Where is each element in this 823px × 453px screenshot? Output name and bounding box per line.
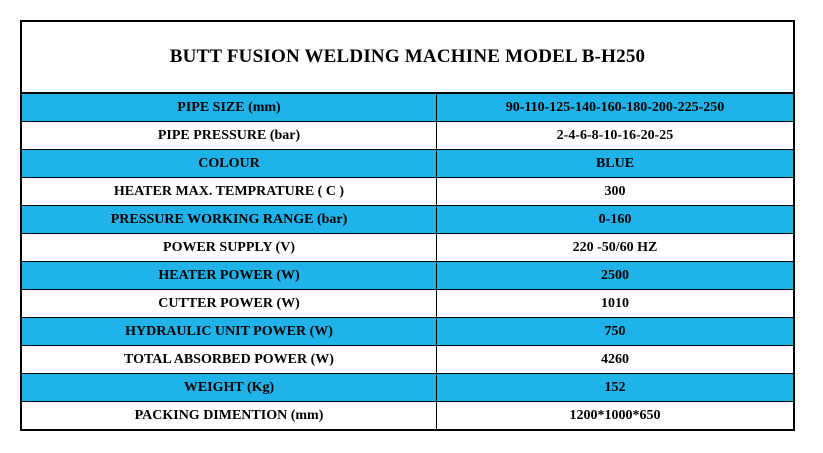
row-value: BLUE [595, 155, 635, 171]
row-label: WEIGHT (Kg) [22, 374, 437, 401]
row-label: HEATER POWER (W) [22, 262, 437, 289]
table-row [22, 178, 793, 206]
table-row [22, 318, 793, 346]
row-value: 4260 [601, 351, 629, 367]
row-label: POWER SUPPLY (V) [22, 234, 437, 261]
row-value: 300 [604, 183, 626, 199]
row-value: 152 [604, 379, 626, 395]
row-value: 2500 [601, 267, 629, 283]
row-label: PRESSURE WORKING RANGE (bar) [22, 206, 437, 233]
row-label: TOTAL ABSORBED POWER (W) [22, 346, 437, 373]
row-label: COLOUR [22, 150, 437, 177]
row-value: 1010 [601, 295, 629, 311]
row-value: 750 [604, 323, 626, 339]
row-label: PIPE SIZE (mm) [22, 94, 437, 121]
table-title: BUTT FUSION WELDING MACHINE MODEL B-H250 [22, 22, 793, 94]
table-row [22, 122, 793, 150]
row-value: 220 -50/60 HZ [572, 239, 658, 255]
table-row [22, 346, 793, 374]
table-row [22, 94, 793, 122]
row-label: HEATER MAX. TEMPRATURE ( C ) [22, 178, 437, 205]
spec-table [20, 20, 795, 431]
row-value: 2-4-6-8-10-16-20-25 [556, 127, 674, 143]
row-value: 1200*1000*650 [569, 407, 661, 423]
row-label: HYDRAULIC UNIT POWER (W) [22, 318, 437, 345]
table-row [22, 234, 793, 262]
table-row [22, 150, 793, 178]
row-value: 90-110-125-140-160-180-200-225-250 [505, 99, 725, 115]
table-row [22, 262, 793, 290]
row-label: CUTTER POWER (W) [22, 290, 437, 317]
table-row [22, 290, 793, 318]
table-row [22, 402, 793, 429]
table-row [22, 374, 793, 402]
row-label: PACKING DIMENTION (mm) [22, 402, 437, 429]
table-row [22, 206, 793, 234]
row-label: PIPE PRESSURE (bar) [22, 122, 437, 149]
row-value: 0-160 [598, 211, 632, 227]
